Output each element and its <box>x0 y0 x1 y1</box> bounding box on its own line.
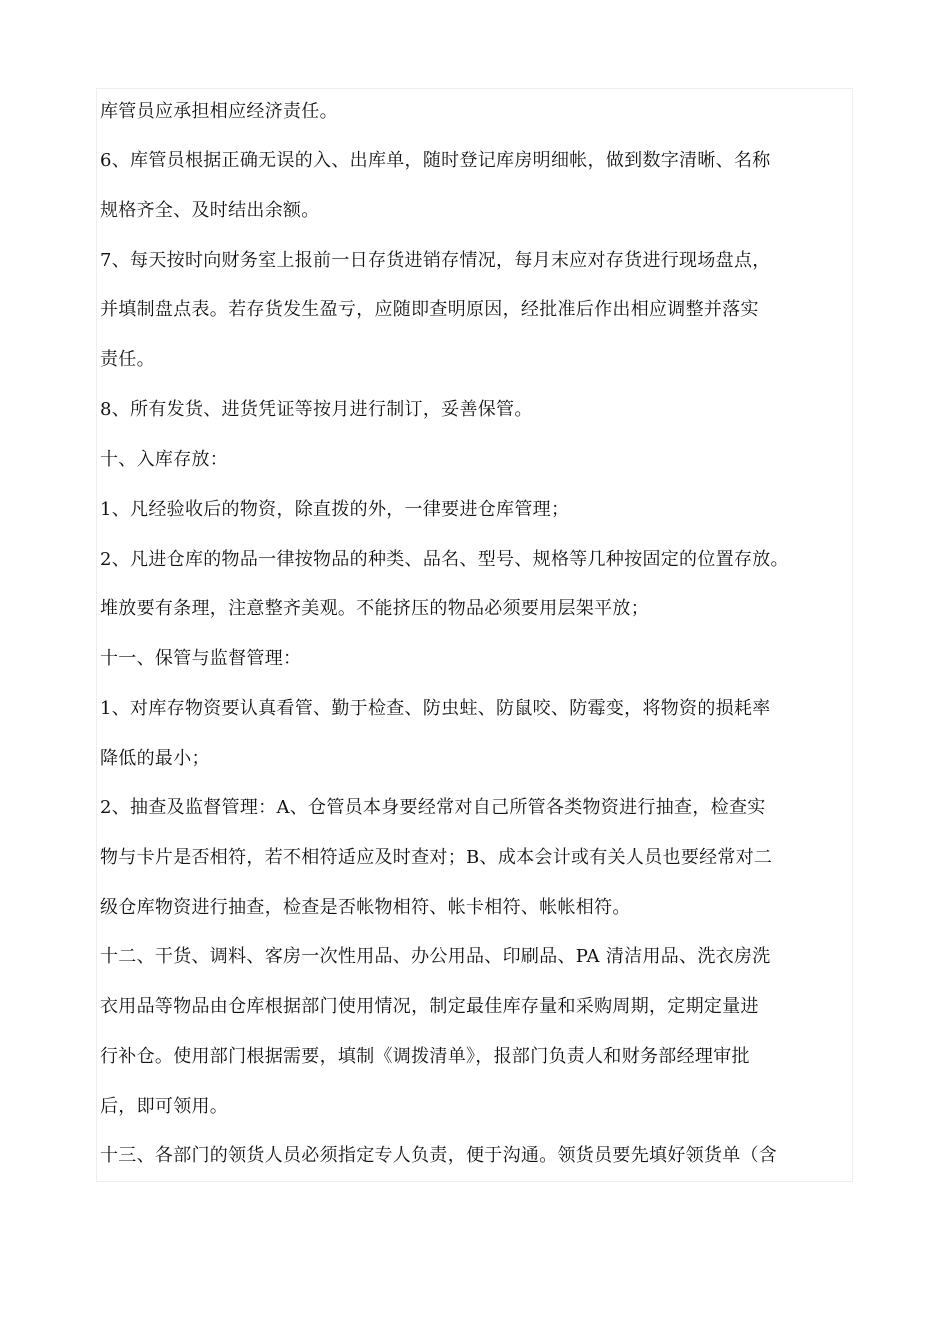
text-line: 1、凡经验收后的物资，除直拨的外，一律要进仓库管理； <box>100 499 570 520</box>
section-heading: 十三、各部门的领货人员必须指定专人负责，便于沟通。领货员要先填好领货单（含 <box>100 1145 778 1166</box>
text-line: 7、每天按时向财务室上报前一日存货进销存情况，每月末应对存货进行现场盘点， <box>100 250 771 271</box>
text-line: 规格齐全、及时结出余额。 <box>100 200 320 221</box>
text-line: 并填制盘点表。若存货发生盈亏，应随即查明原因，经批准后作出相应调整并落实 <box>100 299 759 320</box>
section-heading: 十、入库存放： <box>100 449 229 470</box>
text-line: 衣用品等物品由仓库根据部门使用情况，制定最佳库存量和采购周期，定期定量进 <box>100 996 759 1017</box>
text-line: 库管员应承担相应经济责任。 <box>100 101 338 122</box>
text-line: 1、对库存物资要认真看管、勤于检查、防虫蛀、防鼠咬、防霉变，将物资的损耗率 <box>100 698 771 719</box>
text-line: 物与卡片是否相符，若不相符适应及时查对；B、成本会计或有关人员也要经常对二 <box>100 847 773 868</box>
text-line: 责任。 <box>100 349 155 370</box>
text-line: 降低的最小； <box>100 748 210 769</box>
text-line: 2、凡进仓库的物品一律按物品的种类、品名、型号、规格等几种按固定的位置存放。 <box>100 549 789 570</box>
text-line: 2、抽查及监督管理：A、仓管员本身要经常对自己所管各类物资进行抽查，检查实 <box>100 797 766 818</box>
section-heading: 十二、干货、调料、客房一次性用品、办公用品、印刷品、PA 清洁用品、洗衣房洗 <box>100 946 771 967</box>
text-line: 后，即可领用。 <box>100 1096 229 1117</box>
text-line: 6、库管员根据正确无误的入、出库单，随时登记库房明细帐，做到数字清晰、名称 <box>100 150 771 171</box>
text-line: 级仓库物资进行抽查，检查是否帐物相符、帐卡相符、帐帐相符。 <box>100 897 631 918</box>
text-line: 堆放要有条理，注意整齐美观。不能挤压的物品必须要用层架平放； <box>100 598 649 619</box>
text-line: 行补仓。使用部门根据需要，填制《调拨清单》，报部门负责人和财务部经理审批 <box>100 1046 750 1067</box>
text-line: 8、所有发货、进货凭证等按月进行制订，妥善保管。 <box>100 399 533 420</box>
section-heading: 十一、保管与监督管理： <box>100 648 302 669</box>
